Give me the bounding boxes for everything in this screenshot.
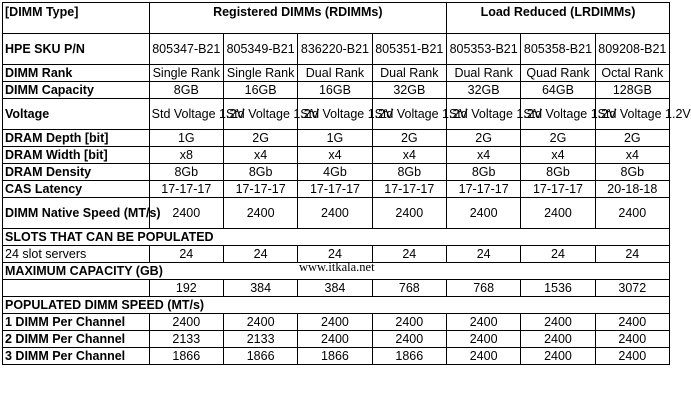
spec-row-dimm-capacity [3, 82, 670, 99]
spec-row-dimm-native-speed-mt-s [3, 198, 670, 229]
row-label: 1 DIMM Per Channel [3, 314, 150, 331]
table-cell: 2G [446, 130, 520, 147]
dimm-type-header: [DIMM Type] [3, 3, 150, 34]
speed-section-header: POPULATED DIMM SPEED (MT/s) [3, 297, 670, 314]
table-cell: 2G [372, 130, 446, 147]
table-cell: 2G [521, 130, 595, 147]
table-cell: x4 [223, 147, 297, 164]
table-body [3, 3, 691, 365]
table-cell: 8GB [149, 82, 223, 99]
table-cell: x4 [372, 147, 446, 164]
table-cell: 2400 [595, 348, 669, 365]
table-cell: 8Gb [595, 164, 669, 181]
table-cell: 192 [149, 280, 223, 297]
spec-row-dimm-rank [3, 65, 670, 82]
table-cell: Single Rank [149, 65, 223, 82]
table-cell: 2400 [149, 314, 223, 331]
table-cell: 17-17-17 [372, 181, 446, 198]
table-cell: 2G [595, 130, 669, 147]
table-cell: Std Voltage 1.2V [149, 99, 223, 130]
table-cell: 16GB [298, 82, 372, 99]
table-cell: 17-17-17 [223, 181, 297, 198]
row-label: HPE SKU P/N [3, 34, 150, 65]
table-cell: 32GB [446, 82, 520, 99]
table-cell: Dual Rank [446, 65, 520, 82]
table-cell: 384 [298, 280, 372, 297]
table-cell: 128GB [595, 82, 669, 99]
table-cell: 24 [372, 246, 446, 263]
table-cell: x8 [149, 147, 223, 164]
table-cell: 17-17-17 [149, 181, 223, 198]
row-label: DIMM Rank [3, 65, 150, 82]
row-label: DRAM Density [3, 164, 150, 181]
spec-row-dram-width-bit [3, 147, 670, 164]
table-cell: Std Voltage 1.2V [298, 99, 372, 130]
table-cell: x4 [446, 147, 520, 164]
row-label: 2 DIMM Per Channel [3, 331, 150, 348]
table-cell: 2400 [446, 348, 520, 365]
spec-row-hpe-sku-p-n [3, 34, 670, 65]
table-cell: 2400 [149, 198, 223, 229]
table-cell: 2400 [521, 198, 595, 229]
table-cell: 2133 [223, 331, 297, 348]
speed-row-1-dimm-per-channel [3, 314, 670, 331]
row-label: DRAM Depth [bit] [3, 130, 150, 147]
table-cell: Octal Rank [595, 65, 669, 82]
spec-row-voltage [3, 99, 670, 130]
table-cell: 836220-B21 [298, 34, 372, 65]
speed-section-header-row [3, 297, 670, 314]
table-cell: 3072 [595, 280, 669, 297]
table-cell: 2400 [446, 331, 520, 348]
table-cell: 805353-B21 [446, 34, 520, 65]
capacity-row [3, 280, 670, 297]
row-label: 24 slot servers [3, 246, 150, 263]
rdimm-group-header: Registered DIMMs (RDIMMs) [149, 3, 446, 34]
table-cell: 8Gb [223, 164, 297, 181]
lrdimm-group-header: Load Reduced (LRDIMMs) [446, 3, 669, 34]
table-cell: 1866 [298, 348, 372, 365]
watermark-text: www.itkala.net [299, 260, 375, 274]
table-cell: 2G [223, 130, 297, 147]
table-cell: 1536 [521, 280, 595, 297]
table-cell: 24 [446, 246, 520, 263]
dimm-spec-table-container [2, 2, 691, 365]
table-cell: 805349-B21 [223, 34, 297, 65]
dimm-spec-table [2, 2, 691, 365]
slots-section-header: SLOTS THAT CAN BE POPULATED [3, 229, 670, 246]
table-cell: 24 [149, 246, 223, 263]
table-cell: 809208-B21 [595, 34, 669, 65]
table-cell: x4 [298, 147, 372, 164]
table-cell: 24 [223, 246, 297, 263]
spec-row-dram-depth-bit [3, 130, 670, 147]
speed-row-3-dimm-per-channel [3, 348, 670, 365]
table-cell: 2400 [595, 198, 669, 229]
row-label: DRAM Width [bit] [3, 147, 150, 164]
table-cell: 17-17-17 [521, 181, 595, 198]
table-cell: Single Rank [223, 65, 297, 82]
table-cell: 1866 [372, 348, 446, 365]
table-cell: 16GB [223, 82, 297, 99]
table-cell: 2400 [446, 198, 520, 229]
table-cell: 17-17-17 [446, 181, 520, 198]
table-cell: 384 [223, 280, 297, 297]
table-cell: 24 [298, 246, 372, 263]
capacity-section-header: MAXIMUM CAPACITY (GB) [3, 263, 670, 280]
table-cell: 8Gb [372, 164, 446, 181]
table-cell: 768 [446, 280, 520, 297]
table-cell: 1866 [223, 348, 297, 365]
table-cell: Dual Rank [298, 65, 372, 82]
table-cell: 2400 [298, 331, 372, 348]
table-cell: Quad Rank [521, 65, 595, 82]
row-label: DIMM Native Speed (MT/s) [3, 198, 150, 229]
table-cell: x4 [595, 147, 669, 164]
table-cell: 768 [372, 280, 446, 297]
table-cell: 20-18-18 [595, 181, 669, 198]
table-cell: 2400 [372, 331, 446, 348]
table-cell: 2400 [298, 198, 372, 229]
row-label: Voltage [3, 99, 150, 130]
table-cell: 1866 [149, 348, 223, 365]
table-cell: 2400 [223, 314, 297, 331]
slots-section-header-row [3, 229, 670, 246]
table-cell: 2400 [372, 198, 446, 229]
row-label [3, 280, 150, 297]
table-cell: 2400 [595, 331, 669, 348]
table-cell: 1G [149, 130, 223, 147]
table-cell: 24 [521, 246, 595, 263]
table-cell: 2400 [521, 331, 595, 348]
table-cell: 4Gb [298, 164, 372, 181]
table-cell: 2400 [298, 314, 372, 331]
table-cell: 2400 [521, 348, 595, 365]
table-cell: 8Gb [521, 164, 595, 181]
table-cell: Std Voltage 1.2V [446, 99, 520, 130]
table-cell: Std Voltage 1.2V [223, 99, 297, 130]
row-label: CAS Latency [3, 181, 150, 198]
row-label: 3 DIMM Per Channel [3, 348, 150, 365]
table-cell: 24 [595, 246, 669, 263]
table-cell: 64GB [521, 82, 595, 99]
table-cell: 8Gb [446, 164, 520, 181]
table-cell: 2400 [372, 314, 446, 331]
table-cell: 2133 [149, 331, 223, 348]
table-cell: 2400 [446, 314, 520, 331]
table-cell: 2400 [595, 314, 669, 331]
spec-row-cas-latency [3, 181, 670, 198]
header-row [3, 3, 670, 34]
table-cell: 1G [298, 130, 372, 147]
table-cell: 805347-B21 [149, 34, 223, 65]
table-cell: Std Voltage 1.2V [595, 99, 669, 130]
table-cell: 32GB [372, 82, 446, 99]
table-cell: 2400 [521, 314, 595, 331]
table-cell: 2400 [223, 198, 297, 229]
row-label: DIMM Capacity [3, 82, 150, 99]
table-cell: 805351-B21 [372, 34, 446, 65]
table-cell: 17-17-17 [298, 181, 372, 198]
table-cell: Std Voltage 1.2V [521, 99, 595, 130]
table-cell: Dual Rank [372, 65, 446, 82]
table-cell: 805358-B21 [521, 34, 595, 65]
table-cell: Std Voltage 1.2V [372, 99, 446, 130]
table-cell: 8Gb [149, 164, 223, 181]
speed-row-2-dimm-per-channel [3, 331, 670, 348]
spec-row-dram-density [3, 164, 670, 181]
table-cell: x4 [521, 147, 595, 164]
